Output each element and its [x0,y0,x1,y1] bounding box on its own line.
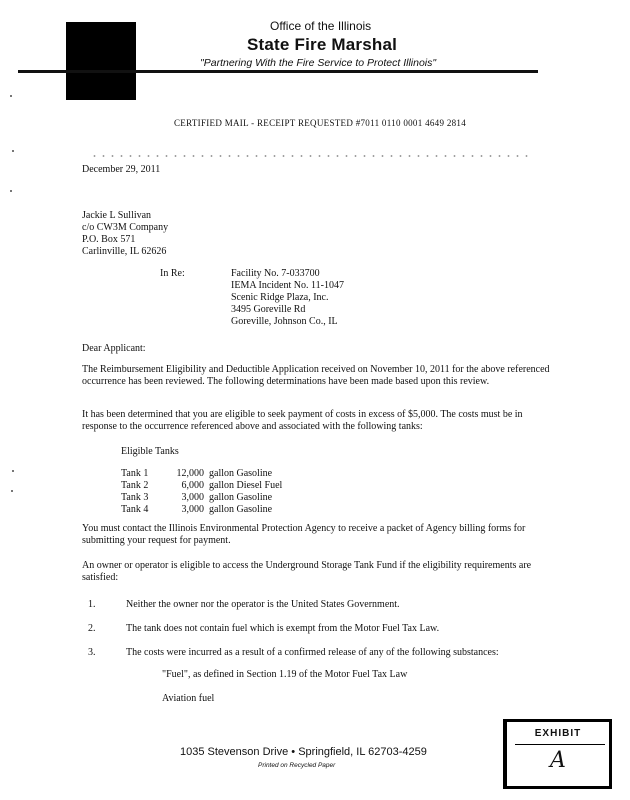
requirement-text: Neither the owner nor the operator is the United States Government. [126,599,400,610]
tank-row [121,492,272,504]
substance-item: "Fuel", as defined in Section 1.19 of the Motor Fuel Tax Law [162,669,408,680]
paragraph-requirements: An owner or operator is eligible to access the Underground Storage Tank Fund if the eligibility requirements are satisfied: [82,560,532,583]
tank-row [121,480,282,492]
requirement-number: 3. [88,647,96,658]
site-name: Scenic Ridge Plaza, Inc. [231,292,329,303]
certified-mail-line: CERTIFIED MAIL - RECEIPT REQUESTED #7011 0110 0001 4649 2814 [174,118,467,128]
tank-row [121,504,272,516]
footer-address: 1035 Stevenson Drive • Springfield, IL 62703-4259 [180,746,427,758]
header-rule [18,70,538,73]
substance-item: Aviation fuel [162,693,215,704]
paragraph-review: The Reimbursement Eligibility and Deductible Application received on November 10, 2011 for the above referenced occurrence has been reviewed. The following determinations have been made based upon this review. [82,364,550,387]
recipient-address [82,210,168,258]
footer-recycled-note: Printed on Recycled Paper [258,762,336,769]
exhibit-stamp [503,719,612,789]
paragraph-eligibility: It has been determined that you are eligible to seek payment of costs in excess of $5,000. The costs must be in response to the occurrence referenced above and associated with the following tanks: [82,409,523,432]
exhibit-line [515,744,605,745]
scan-mark [12,470,14,472]
requirement-number: 2. [88,623,96,634]
scan-dots [90,155,530,157]
exhibit-label: EXHIBIT [534,728,582,739]
requirement-text: The tank does not contain fuel which is exempt from the Motor Fuel Tax Law. [126,623,440,634]
facility-number: Facility No. 7-033700 [231,268,320,279]
paragraph-contact-iepa: You must contact the Illinois Environmental Protection Agency to receive a packet of Agency billing forms for submitting your request for payment. [82,523,526,546]
tank-desc: gallon Gasoline [209,468,273,479]
tank-desc: gallon Gasoline [209,492,273,503]
tank-name: Tank 4 [121,504,149,515]
tank-name: Tank 3 [121,492,149,503]
header-office: Office of the Illinois [270,19,372,33]
tank-desc: gallon Gasoline [209,504,273,515]
recipient-city: Carlinville, IL 62626 [82,246,167,257]
recipient-name: Jackie L Sullivan [82,210,152,221]
site-street: 3495 Goreville Rd [231,304,306,315]
tank-name: Tank 1 [121,468,149,479]
in-re-label: In Re: [160,268,185,279]
scan-mark [10,95,12,97]
tank-capacity: 3,000 [181,504,204,515]
header-motto: "Partnering With the Fire Service to Protect Illinois" [200,57,437,69]
agency-logo [66,22,136,100]
tank-name: Tank 2 [121,480,149,491]
tank-capacity: 12,000 [176,468,204,479]
requirement-number: 1. [88,599,96,610]
tank-capacity: 3,000 [181,492,204,503]
recipient-po-box: P.O. Box 571 [82,234,136,245]
letter-date: December 29, 2011 [82,164,161,175]
in-re-block [231,268,344,328]
recipient-co: c/o CW3M Company [82,222,169,233]
scan-mark [11,490,13,492]
eligible-tanks-heading: Eligible Tanks [121,446,179,457]
incident-number: IEMA Incident No. 11-1047 [231,280,344,291]
scan-mark [12,150,14,152]
scan-mark [10,190,12,192]
salutation: Dear Applicant: [82,343,146,354]
header-title: State Fire Marshal [247,35,398,54]
tank-capacity: 6,000 [181,480,204,491]
tank-desc: gallon Diesel Fuel [209,480,283,491]
exhibit-letter: A [550,748,566,773]
requirement-text: The costs were incurred as a result of a confirmed release of any of the following substances: [126,647,499,658]
tank-row [121,468,272,480]
site-city: Goreville, Johnson Co., IL [231,316,338,327]
